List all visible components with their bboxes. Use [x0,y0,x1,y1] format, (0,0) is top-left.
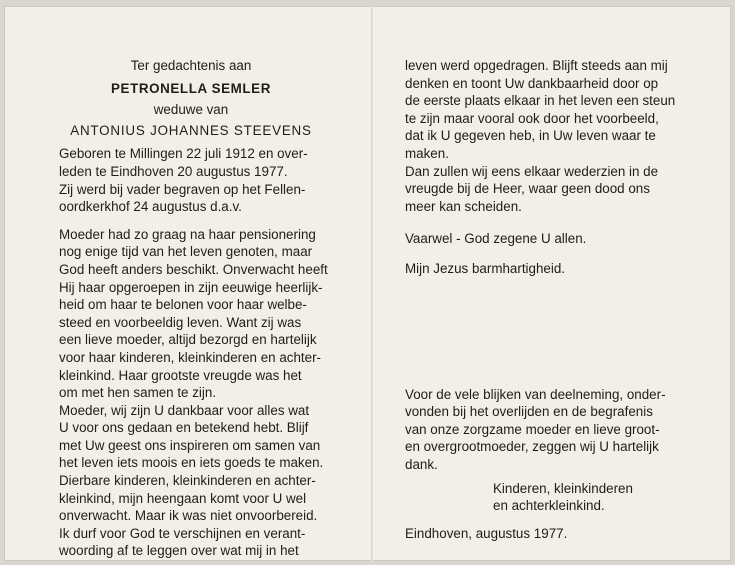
text-line: met Uw geest ons inspireren om samen van [59,437,321,453]
text-line: Moeder had zo graag na haar pensionering [59,226,316,242]
right-page [405,57,695,542]
text-line: God heeft anders beschikt. Onverwacht heeft [59,261,328,277]
text-line: een lieve moeder, altijd bezorgd en hartelijk [59,332,317,348]
text-line: om met hen samen te zijn. [59,385,217,401]
text-line: Geboren te Millingen 22 juli 1912 en over- [59,146,308,162]
text-line: leven werd opgedragen. Blijft steeds aan mij [405,58,668,73]
text-line: Voor de vele blijken van deelneming, onder- [405,386,666,402]
text-line: woording af te leggen over wat mij in het [59,543,299,559]
card-fold [371,6,373,561]
gratitude-paragraph [59,402,329,560]
farewell-line: Vaarwel - God zegene U allen. [405,231,587,247]
text-line: kleinkind. Haar grootste vreugde was het [59,367,302,383]
deceased-name: PETRONELLA SEMLER [111,80,271,96]
text-line: kleinkind, mijn heengaan komt voor U wel [59,490,307,506]
text-line: U voor ons gedaan en betekend hebt. Blijf [59,420,309,436]
text-line: Ik durf voor God te verschijnen en verant- [59,525,306,541]
memorial-header [53,57,329,139]
text-line: dat ik U gegeven heb, in Uw leven waar te [405,128,656,144]
text-line: heid om haar te belonen voor haar welbe- [59,297,307,313]
text-line: Moeder, wij zijn U dankbaar voor alles wat [59,402,310,418]
text-line: steed en voorbeeldig leven. Want zij was [59,314,302,330]
text-line: te zijn maar vooral ook door het voorbeeld, [405,110,659,126]
text-line: meer kan scheiden. [405,198,522,214]
mother-paragraph [59,226,329,402]
text-line: het leven iets moois en iets goeds te maken. [59,455,324,471]
continuation-paragraph [405,57,695,215]
text-line: Dierbare kinderen, kleinkinderen en achter- [59,473,316,489]
birth-death-block [59,145,329,215]
memory-line: Ter gedachtenis aan [130,58,252,73]
left-page [59,57,329,560]
text-line: Kinderen, kleinkinderen [493,480,633,496]
text-line: de eerste plaats elkaar in het leven een steun [405,93,676,109]
text-line: vreugde bij de Heer, waar geen dood ons [405,181,650,197]
thanks-paragraph [405,386,695,474]
text-line: en overgrootmoeder, zeggen wij U hartelijk [405,439,659,455]
prayer-line: Mijn Jezus barmhartigheid. [405,260,566,276]
text-line: vonden bij het overlijden en de begrafenis [405,404,653,420]
text-line: Zij werd bij vader begraven op het Fellen- [59,181,306,197]
text-line: onverwacht. Maar ik was niet onvoorbereid. [59,508,318,524]
text-line: Hij haar opgeroepen in zijn eeuwige heerlijk- [59,279,323,295]
text-line: nog enige tijd van het leven genoten, maar [59,244,313,260]
text-line: dank. [405,456,438,472]
text-line: maken. [405,145,449,161]
husband-name: ANTONIUS JOHANNES STEEVENS [70,122,312,138]
text-line: leden te Eindhoven 20 augustus 1977. [59,163,288,179]
place-date-line: Eindhoven, augustus 1977. [405,525,568,541]
text-line: van onze zorgzame moeder en lieve groot- [405,421,660,437]
text-line: oordkerkhof 24 augustus d.a.v. [59,199,242,215]
signature-block [405,480,695,515]
text-line: Dan zullen wij eens elkaar wederzien in de [405,163,659,179]
text-line: voor haar kinderen, kleinkinderen en achter- [59,349,322,365]
text-line: en achterkleinkind. [493,498,605,514]
widow-of-line: weduwe van [153,102,229,118]
text-line: denken en toont Uw dankbaarheid door op [405,75,659,91]
